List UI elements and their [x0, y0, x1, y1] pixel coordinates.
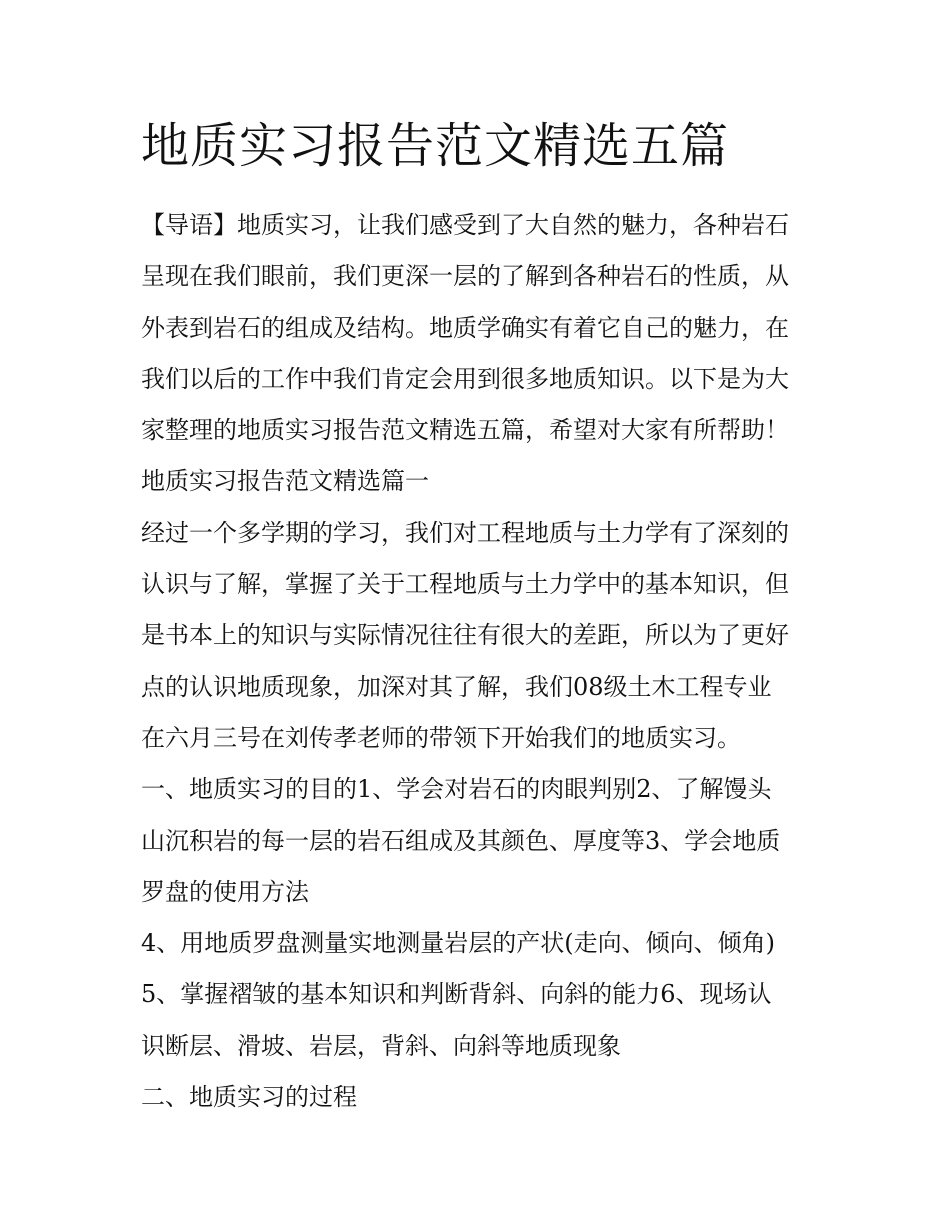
intro-line-5: 家整理的地质实习报告范文精选五篇，希望对大家有所帮助！ [141, 416, 789, 445]
section-heading-2: 二、地质实习的过程 [141, 1083, 357, 1112]
intro-line-2: 呈现在我们眼前，我们更深一层的了解到各种岩石的性质，从 [141, 262, 789, 291]
objectives-line-2: 山沉积岩的每一层的岩石组成及其颜色、厚度等3、学会地质 [141, 826, 781, 855]
objectives-line-5: 5、掌握褶皱的基本知识和判断背斜、向斜的能力6、现场认 [141, 980, 772, 1009]
paragraph-line-5: 在六月三号在刘传孝老师的带领下开始我们的地质实习。 [141, 723, 741, 752]
document-page [141, 110, 821, 1123]
paragraph-line-2: 认识与了解，掌握了关于工程地质与土力学中的基本知识，但 [141, 570, 789, 599]
objectives-line-6: 识断层、滑坡、岩层，背斜、向斜等地质现象 [141, 1031, 621, 1060]
paragraph-line-3: 是书本上的知识与实际情况往往有很大的差距，所以为了更好 [141, 621, 789, 650]
paragraph-line-4: 点的认识地质现象，加深对其了解，我们08级土木工程专业 [141, 672, 772, 701]
document-title: 地质实习报告范文精选五篇 [141, 118, 730, 174]
objectives-line-1: 一、地质实习的目的1、学会对岩石的肉眼判别2、了解馒头 [141, 775, 772, 804]
section-heading-1: 地质实习报告范文精选篇一 [141, 467, 429, 496]
intro-line-1: 【导语】地质实习，让我们感受到了大自然的魅力，各种岩石 [141, 211, 789, 239]
intro-line-3: 外表到岩石的组成及结构。地质学确实有着它自己的魅力，在 [141, 313, 789, 342]
intro-line-4: 我们以后的工作中我们肯定会用到很多地质知识。以下是为大 [141, 364, 789, 393]
objectives-line-3: 罗盘的使用方法 [141, 877, 309, 906]
document-body [141, 200, 821, 1123]
paragraph-line-1: 经过一个多学期的学习，我们对工程地质与土力学有了深刻的 [141, 518, 789, 547]
objectives-line-4: 4、用地质罗盘测量实地测量岩层的产状(走向、倾向、倾角) [141, 929, 775, 958]
